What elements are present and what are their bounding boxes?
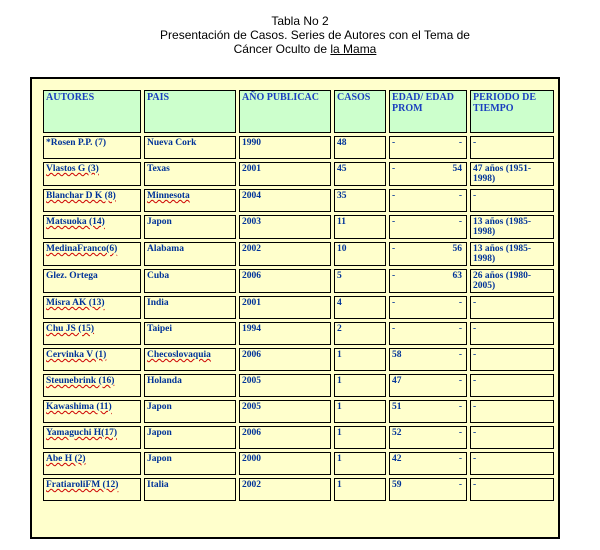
cell-anio-text: 2006 — [242, 350, 261, 360]
cell-autor — [43, 426, 141, 449]
cell-edad-value: - — [392, 298, 396, 308]
cell-autor — [43, 242, 141, 266]
cell-autor-text: Kawashima (11) — [46, 402, 112, 412]
cell-casos — [334, 242, 386, 266]
cell-edad-prom: - — [458, 191, 462, 201]
cell-edad-prom: - — [458, 454, 462, 464]
cell-edad — [389, 296, 467, 319]
table-row — [43, 215, 554, 239]
cell-periodo-text: - — [473, 191, 477, 201]
cell-edad-prom: - — [458, 324, 462, 334]
cell-periodo — [470, 374, 554, 397]
cell-casos-text: 1 — [337, 428, 342, 438]
cell-pais — [144, 426, 236, 449]
cell-casos — [334, 136, 386, 159]
cell-autor — [43, 322, 141, 345]
cell-periodo — [470, 322, 554, 345]
cell-edad — [389, 374, 467, 397]
cell-periodo — [470, 348, 554, 371]
cell-anio-text: 2002 — [242, 244, 261, 254]
cell-pais-text: Japon — [147, 454, 172, 464]
cell-casos-text: 35 — [337, 191, 347, 201]
cell-casos — [334, 296, 386, 319]
cell-edad-value: 59 — [392, 480, 402, 490]
cell-edad-prom: - — [458, 350, 462, 360]
cell-anio — [239, 348, 331, 371]
cell-autor — [43, 136, 141, 159]
cell-casos-text: 5 — [337, 271, 342, 281]
cell-periodo-text: - — [473, 324, 477, 334]
cell-edad-value: 52 — [392, 428, 402, 438]
cell-edad-prom: - — [458, 217, 462, 227]
cell-pais — [144, 478, 236, 501]
cell-anio — [239, 452, 331, 475]
cell-anio-text: 2001 — [242, 164, 261, 174]
cell-pais — [144, 322, 236, 345]
title-line-2: Presentación de Casos. Series de Autores con el Tema de — [160, 28, 470, 42]
header-casos: CASOS — [334, 90, 386, 133]
cell-anio-text: 2005 — [242, 376, 261, 386]
cell-periodo — [470, 269, 554, 293]
cell-pais — [144, 269, 236, 293]
cell-autor — [43, 296, 141, 319]
header-autores: AUTORES — [43, 90, 141, 133]
cell-anio-text: 2004 — [242, 191, 261, 201]
cell-anio-text: 2006 — [242, 428, 261, 438]
cell-autor-text: Yamaguchi H(17) — [46, 428, 117, 438]
cell-edad — [389, 452, 467, 475]
cell-periodo — [470, 296, 554, 319]
cell-autor-text: Matsuoka (14) — [46, 217, 105, 227]
cell-pais-text: India — [147, 298, 169, 308]
cell-casos-text: 45 — [337, 164, 347, 174]
cell-anio-text: 2005 — [242, 402, 261, 412]
cell-anio — [239, 426, 331, 449]
header-edad: EDAD/ EDAD PROM — [389, 90, 467, 133]
cell-periodo-text: - — [473, 350, 477, 360]
cell-edad — [389, 136, 467, 159]
cell-periodo-text: - — [473, 480, 477, 490]
table-row — [43, 426, 554, 449]
cell-pais — [144, 189, 236, 212]
cell-autor — [43, 400, 141, 423]
cell-pais — [144, 348, 236, 371]
cell-pais — [144, 452, 236, 475]
cell-periodo-text: 13 años (1985-1998) — [473, 217, 532, 237]
table-row — [43, 269, 554, 293]
header-periodo: PERIODO DE TIEMPO — [470, 90, 554, 133]
cell-pais-text: Nueva Cork — [147, 138, 197, 148]
cell-periodo-text: - — [473, 402, 477, 412]
title-line-3-text: Cáncer Oculto de — [233, 42, 331, 56]
cell-anio — [239, 374, 331, 397]
cell-pais-text: Texas — [147, 164, 170, 174]
table-row — [43, 136, 554, 159]
cell-pais-text: Japon — [147, 402, 172, 412]
cell-anio-text: 1990 — [242, 138, 261, 148]
document-title — [0, 14, 600, 56]
cell-casos — [334, 478, 386, 501]
cell-casos-text: 10 — [337, 244, 347, 254]
cell-periodo-text: - — [473, 454, 477, 464]
cell-casos — [334, 269, 386, 293]
cell-edad-prom: 54 — [452, 164, 462, 174]
cell-anio-text: 2003 — [242, 217, 261, 227]
cell-edad-prom: - — [458, 138, 462, 148]
cell-casos — [334, 426, 386, 449]
cell-autor-text: Steunebrink (16) — [46, 376, 115, 386]
cell-autor — [43, 452, 141, 475]
cell-edad — [389, 162, 467, 186]
table-row — [43, 189, 554, 212]
table-row — [43, 296, 554, 319]
cell-edad-prom: 63 — [452, 271, 462, 281]
cell-edad — [389, 478, 467, 501]
title-line-3 — [0, 42, 600, 56]
table-row — [43, 374, 554, 397]
cell-edad-value: 47 — [392, 376, 402, 386]
cell-anio — [239, 322, 331, 345]
cell-anio — [239, 478, 331, 501]
table-row — [43, 452, 554, 475]
cell-edad — [389, 322, 467, 345]
cell-anio — [239, 269, 331, 293]
cell-casos-text: 4 — [337, 298, 342, 308]
cell-edad-prom: - — [458, 428, 462, 438]
cell-periodo — [470, 136, 554, 159]
cell-pais-text: Taipei — [147, 324, 172, 334]
cell-pais — [144, 374, 236, 397]
cell-autor — [43, 478, 141, 501]
title-line-1: Tabla No 2 — [271, 14, 329, 28]
cell-pais — [144, 242, 236, 266]
cell-autor-text: MedinaFranco(6) — [46, 244, 118, 254]
cell-casos-text: 1 — [337, 454, 342, 464]
cell-casos-text: 1 — [337, 402, 342, 412]
cell-periodo — [470, 189, 554, 212]
table-row — [43, 400, 554, 423]
cell-casos-text: 11 — [337, 217, 346, 227]
cell-periodo-text: 26 años (1980-2005) — [473, 271, 532, 291]
cell-pais-text: Minnesota — [147, 191, 190, 201]
cell-periodo-text: 13 años (1985-1998) — [473, 244, 532, 264]
cell-periodo — [470, 426, 554, 449]
header-pais: PAIS — [144, 90, 236, 133]
cases-table — [40, 87, 557, 504]
cell-edad — [389, 348, 467, 371]
cell-edad — [389, 189, 467, 212]
cell-casos — [334, 322, 386, 345]
cell-casos — [334, 348, 386, 371]
cell-periodo — [470, 400, 554, 423]
cell-periodo — [470, 478, 554, 501]
title-line-3-underlined: la Mama — [330, 42, 377, 56]
cell-autor-text: Abe H (2) — [46, 454, 86, 464]
cell-autor-text: Vlastos G (3) — [46, 164, 99, 174]
cell-pais-text: Checoslovaquia — [147, 350, 211, 360]
cell-casos — [334, 189, 386, 212]
header-anio: AÑO PUBLICAC — [239, 90, 331, 133]
cell-casos-text: 1 — [337, 376, 342, 386]
cell-edad — [389, 215, 467, 239]
cell-autor — [43, 348, 141, 371]
table-row — [43, 348, 554, 371]
cell-autor-text: Chu JS (15) — [46, 324, 95, 334]
cell-pais — [144, 400, 236, 423]
cell-casos — [334, 374, 386, 397]
cell-autor — [43, 269, 141, 293]
cell-anio — [239, 242, 331, 266]
cell-periodo-text: - — [473, 138, 477, 148]
cell-edad-value: - — [392, 217, 396, 227]
cell-casos-text: 1 — [337, 350, 342, 360]
cell-casos-text: 1 — [337, 480, 342, 490]
cell-casos-text: 2 — [337, 324, 342, 334]
table-row — [43, 242, 554, 266]
cell-edad-value: - — [392, 138, 396, 148]
cell-edad-prom: 56 — [452, 244, 462, 254]
table-row — [43, 322, 554, 345]
cell-anio — [239, 189, 331, 212]
cell-autor-text: Glez. Ortega — [46, 271, 98, 281]
cell-edad-value: 42 — [392, 454, 402, 464]
cell-pais-text: Japon — [147, 428, 172, 438]
cell-edad — [389, 242, 467, 266]
cell-pais — [144, 296, 236, 319]
cell-edad-value: - — [392, 164, 396, 174]
cell-anio-text: 1994 — [242, 324, 261, 334]
cell-casos-text: 48 — [337, 138, 347, 148]
cell-edad-prom: - — [458, 298, 462, 308]
cell-edad — [389, 400, 467, 423]
cell-pais-text: Cuba — [147, 271, 170, 281]
table-row — [43, 478, 554, 501]
cell-autor — [43, 189, 141, 212]
cell-edad-prom: - — [458, 480, 462, 490]
cell-pais — [144, 162, 236, 186]
cell-periodo — [470, 452, 554, 475]
cell-periodo-text: - — [473, 376, 477, 386]
cell-autor — [43, 374, 141, 397]
cell-periodo-text: 47 años (1951-1998) — [473, 164, 532, 184]
cell-anio-text: 2006 — [242, 271, 261, 281]
cell-anio — [239, 400, 331, 423]
cell-edad-value: - — [392, 324, 396, 334]
cell-periodo — [470, 215, 554, 239]
cell-anio — [239, 136, 331, 159]
table-body — [43, 136, 554, 501]
cell-edad-value: 51 — [392, 402, 402, 412]
cell-edad — [389, 426, 467, 449]
cell-periodo-text: - — [473, 428, 477, 438]
cell-pais — [144, 215, 236, 239]
cell-pais-text: Alabama — [147, 244, 184, 254]
table-row — [43, 162, 554, 186]
cell-edad-prom: - — [458, 376, 462, 386]
cell-casos — [334, 400, 386, 423]
cell-casos — [334, 162, 386, 186]
cell-autor — [43, 162, 141, 186]
cell-autor — [43, 215, 141, 239]
cell-autor-text: *Rosen P.P. (7) — [46, 138, 106, 148]
cell-autor-text: Blanchar D K (8) — [46, 191, 116, 201]
cell-periodo — [470, 162, 554, 186]
cell-pais-text: Japon — [147, 217, 172, 227]
cell-autor-text: FratiaroliFM (12) — [46, 480, 119, 490]
cell-edad-value: 58 — [392, 350, 402, 360]
cell-casos — [334, 452, 386, 475]
cell-edad — [389, 269, 467, 293]
cell-edad-value: - — [392, 191, 396, 201]
table-header-row — [43, 90, 554, 133]
cell-edad-value: - — [392, 244, 396, 254]
cell-edad-value: - — [392, 271, 396, 281]
table-frame — [30, 77, 560, 539]
cell-autor-text: Misra AK (13) — [46, 298, 105, 308]
cell-anio-text: 2000 — [242, 454, 261, 464]
cell-anio — [239, 296, 331, 319]
cell-anio-text: 2002 — [242, 480, 261, 490]
cell-periodo-text: - — [473, 298, 477, 308]
cell-pais-text: Italia — [147, 480, 169, 490]
cell-pais-text: Holanda — [147, 376, 182, 386]
cell-periodo — [470, 242, 554, 266]
cell-autor-text: Cervinka V (1) — [46, 350, 107, 360]
cell-anio — [239, 215, 331, 239]
cell-edad-prom: - — [458, 402, 462, 412]
cell-casos — [334, 215, 386, 239]
cell-anio — [239, 162, 331, 186]
cell-pais — [144, 136, 236, 159]
cell-anio-text: 2001 — [242, 298, 261, 308]
